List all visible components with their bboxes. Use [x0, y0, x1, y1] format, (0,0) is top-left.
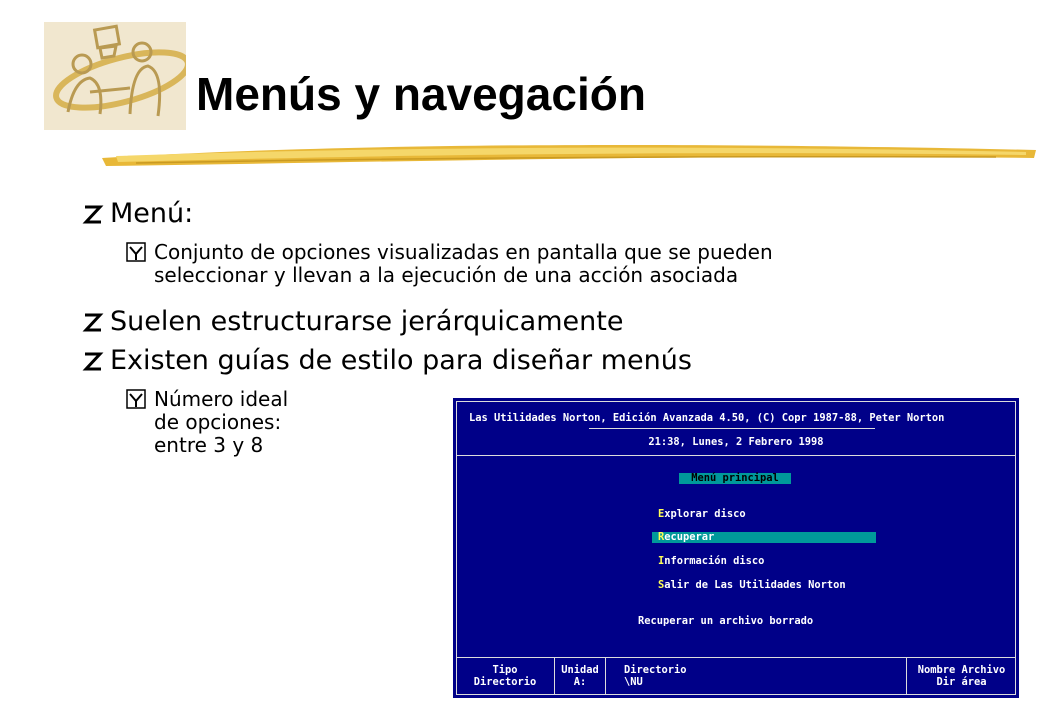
- menu-item-description: Recuperar un archivo borrado: [638, 615, 814, 627]
- bullet-text: Menú:: [110, 198, 194, 229]
- bullet-hierarchy: [82, 306, 623, 338]
- header-separator: [456, 455, 1016, 456]
- hotkey-letter: S: [658, 579, 665, 591]
- z-bullet-icon: [82, 200, 104, 226]
- sub-bullet-line: de opciones:: [154, 410, 282, 434]
- menu-item-explorar[interactable]: [658, 508, 746, 520]
- footer-tipo-label: Tipo: [492, 664, 518, 676]
- slide-title: Menús y navegación: [196, 68, 646, 120]
- people-computer-logo: [44, 22, 186, 130]
- sub-bullet-line: entre 3 y 8: [154, 433, 264, 457]
- hotkey-letter: R: [658, 531, 665, 543]
- menu-item-label: xplorar disco: [664, 508, 746, 520]
- sub-bullet-definition: [126, 241, 773, 287]
- y-checkbox-bullet-icon: [126, 389, 146, 409]
- menu-item-informacion[interactable]: [658, 555, 764, 567]
- z-bullet-icon: [82, 308, 104, 334]
- screen-datetime: 21:38, Lunes, 2 Febrero 1998: [648, 436, 824, 448]
- title-underline-stroke: [96, 136, 1040, 176]
- y-checkbox-bullet-icon: [126, 242, 146, 262]
- footer-nombre-label: Nombre Archivo: [917, 664, 1006, 676]
- menu-title: Menú principal: [679, 473, 791, 484]
- menu-item-label: alir de Las Utilidades Norton: [664, 579, 846, 591]
- bullet-text: Suelen estructurarse jerárquicamente: [110, 306, 624, 337]
- menu-item-label: ecuperar: [664, 531, 715, 543]
- sub-bullet-line: Número ideal: [154, 387, 289, 411]
- footer-tipo-value: Directorio: [473, 676, 537, 688]
- bullet-text: Existen guías de estilo para diseñar menús: [110, 345, 692, 376]
- menu-item-recuperar[interactable]: [658, 532, 714, 543]
- footer-unidad-value: A:: [573, 676, 587, 688]
- bullet-menu: [82, 198, 193, 230]
- footer-unidad-label: Unidad: [561, 664, 599, 676]
- norton-utilities-screenshot: [453, 398, 1019, 698]
- z-bullet-icon: [82, 347, 104, 373]
- footer-directorio-label: Directorio: [624, 664, 687, 676]
- menu-item-salir[interactable]: [658, 579, 846, 591]
- screen-header: Las Utilidades Norton, Edición Avanzada 4.50, (C) Copr 1987-88, Peter Norton: [469, 412, 945, 424]
- bullet-style-guides: [82, 345, 692, 377]
- sub-bullet-line: seleccionar y llevan a la ejecución de una acción asociada: [154, 263, 739, 287]
- header-divider: [589, 428, 875, 429]
- footer-nombre-value: Dir área: [936, 676, 987, 688]
- footer-separator: [456, 657, 1016, 658]
- sub-bullet-line: Conjunto de opciones visualizadas en pantalla que se pueden: [154, 240, 773, 264]
- hotkey-letter: E: [658, 508, 665, 520]
- sub-bullet-ideal-number: [126, 388, 288, 457]
- footer-directorio-value: \NU: [624, 676, 643, 688]
- footer-divider: [605, 657, 606, 695]
- hotkey-letter: I: [658, 555, 665, 567]
- menu-item-label: nformación disco: [664, 555, 765, 567]
